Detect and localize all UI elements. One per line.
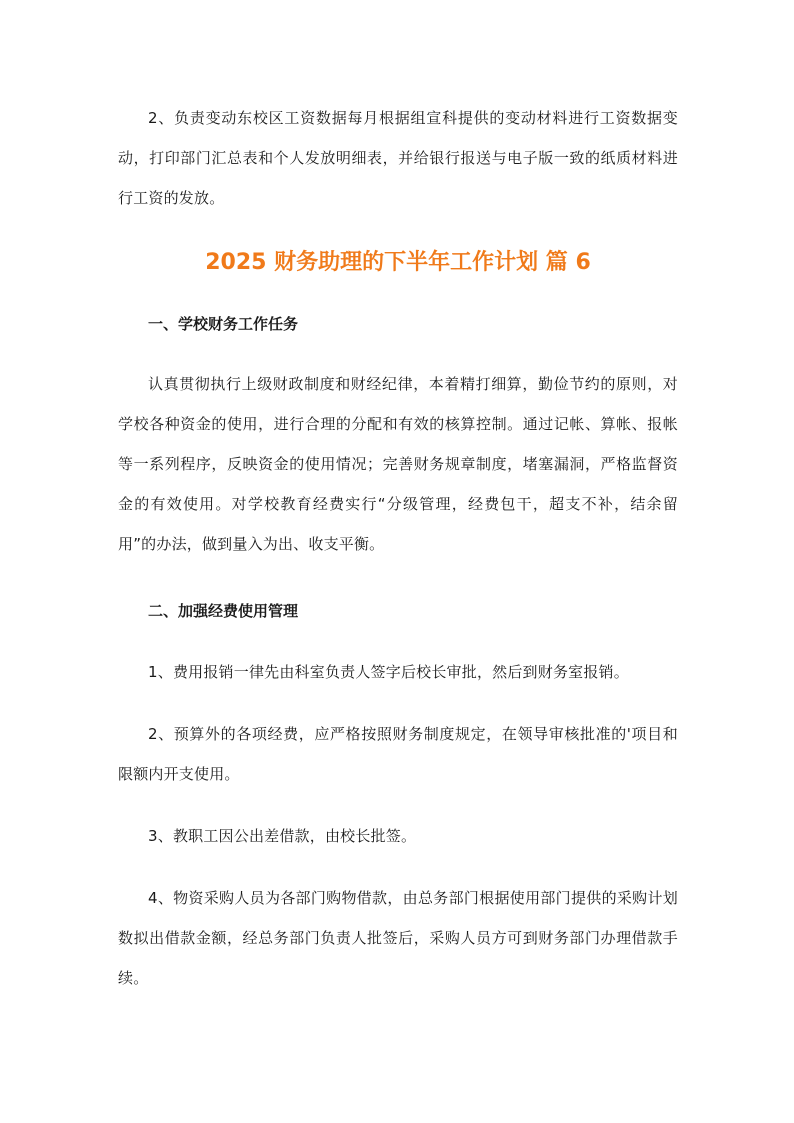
section-title: 2025 财务助理的下半年工作计划 篇 6: [205, 250, 591, 275]
paragraph-finance-tasks: 认真贯彻执行上级财政制度和财经纪律，本着精打细算，勤俭节约的原则，对学校各种资金的使用，进行合理的分配和有效的核算控制。通过记帐、算帐、报帐等一系列程序，反映资金的使用情况；完善财务规章制度，堵塞漏洞，严格监督资金的有效使用。对学校教育经费实行“分级管理，经费包干，超支不补，结余留用”的办法，做到量入为出、收支平衡。: [118, 375, 678, 553]
list-item-reimbursement: 1、费用报销一律先由科室负责人签字后校长审批，然后到财务室报销。: [148, 663, 629, 681]
list-item-purchase-loan: 4、物资采购人员为各部门购物借款，由总务部门根据使用部门提供的采购计划数拟出借款金额，经总务部门负责人批签后，采购人员方可到财务部门办理借款手续。: [118, 889, 678, 987]
list-item-extra-budget: 2、预算外的各项经费，应严格按照财务制度规定，在领导审核批准的'项目和限额内开支使用。: [118, 725, 678, 783]
list-item-travel-loan: 3、教职工因公出差借款，由校长批签。: [148, 827, 417, 845]
heading-expense-management: 二、加强经费使用管理: [148, 602, 299, 620]
paragraph-salary-change: 2、负责变动东校区工资数据每月根据组宣科提供的变动材料进行工资数据变动，打印部门汇总表和个人发放明细表，并给银行报送与电子版一致的纸质材料进行工资的发放。: [118, 109, 678, 207]
heading-school-finance-tasks: 一、学校财务工作任务: [148, 315, 299, 333]
